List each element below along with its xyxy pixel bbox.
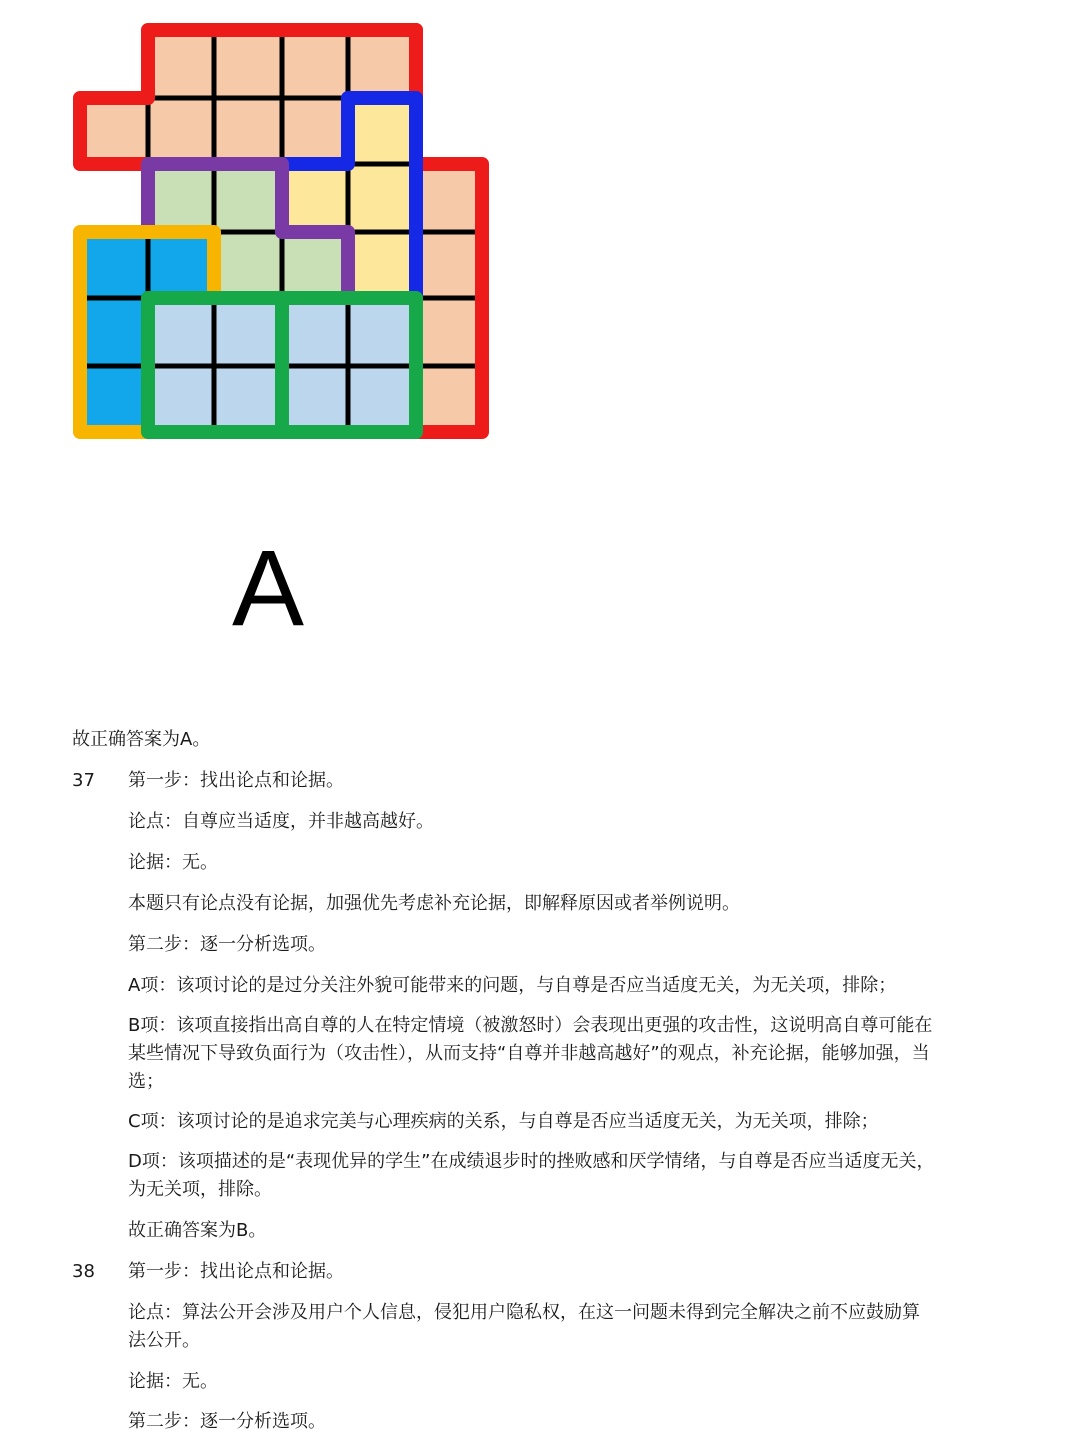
- q37-note: 本题只有论点没有论据，加强优先考虑补充论据，即解释原因或者举例说明。: [128, 893, 740, 914]
- question-number-37: 37: [72, 770, 95, 791]
- puzzle-figure: [60, 10, 500, 455]
- q38-evidence: 论据：无。: [128, 1371, 218, 1392]
- answer-letter: A: [232, 527, 305, 648]
- q38-claim-line1: 论点：算法公开会涉及用户个人信息，侵犯用户隐私权，在这一问题未得到完全解决之前不应鼓励算: [128, 1302, 920, 1323]
- q37-option-b-line1: B项：该项直接指出高自尊的人在特定情境（被激怒时）会表现出更强的攻击性，这说明高自尊可能在: [128, 1015, 933, 1036]
- q37-step1: 第一步：找出论点和论据。: [128, 770, 344, 791]
- q37-option-b-line3: 选；: [128, 1071, 164, 1092]
- q37-option-b-line2: 某些情况下导致负面行为（攻击性），从而支持“自尊并非越高越好”的观点，补充论据，能够加强，当: [128, 1043, 930, 1064]
- q37-option-c: C项：该项讨论的是追求完美与心理疾病的关系，与自尊是否应当适度无关，为无关项，排除；: [128, 1111, 879, 1132]
- q37-evidence: 论据：无。: [128, 852, 218, 873]
- question-number-38: 38: [72, 1261, 95, 1282]
- q36-conclusion: 故正确答案为A。: [72, 729, 211, 750]
- q38-step1: 第一步：找出论点和论据。: [128, 1261, 344, 1282]
- q37-option-a: A项：该项讨论的是过分关注外貌可能带来的问题，与自尊是否应当适度无关，为无关项，排除；: [128, 975, 897, 996]
- q37-conclusion: 故正确答案为B。: [128, 1220, 267, 1241]
- q37-claim: 论点：自尊应当适度，并非越高越好。: [128, 811, 434, 832]
- q38-step2: 第二步：逐一分析选项。: [128, 1411, 326, 1432]
- q37-step2: 第二步：逐一分析选项。: [128, 934, 326, 955]
- q37-option-d-line1: D项：该项描述的是“表现优异的学生”在成绩退步时的挫败感和厌学情绪，与自尊是否应当适度无关，: [128, 1151, 935, 1172]
- q37-option-d-line2: 为无关项，排除。: [128, 1179, 272, 1200]
- q38-claim-line2: 法公开。: [128, 1330, 200, 1351]
